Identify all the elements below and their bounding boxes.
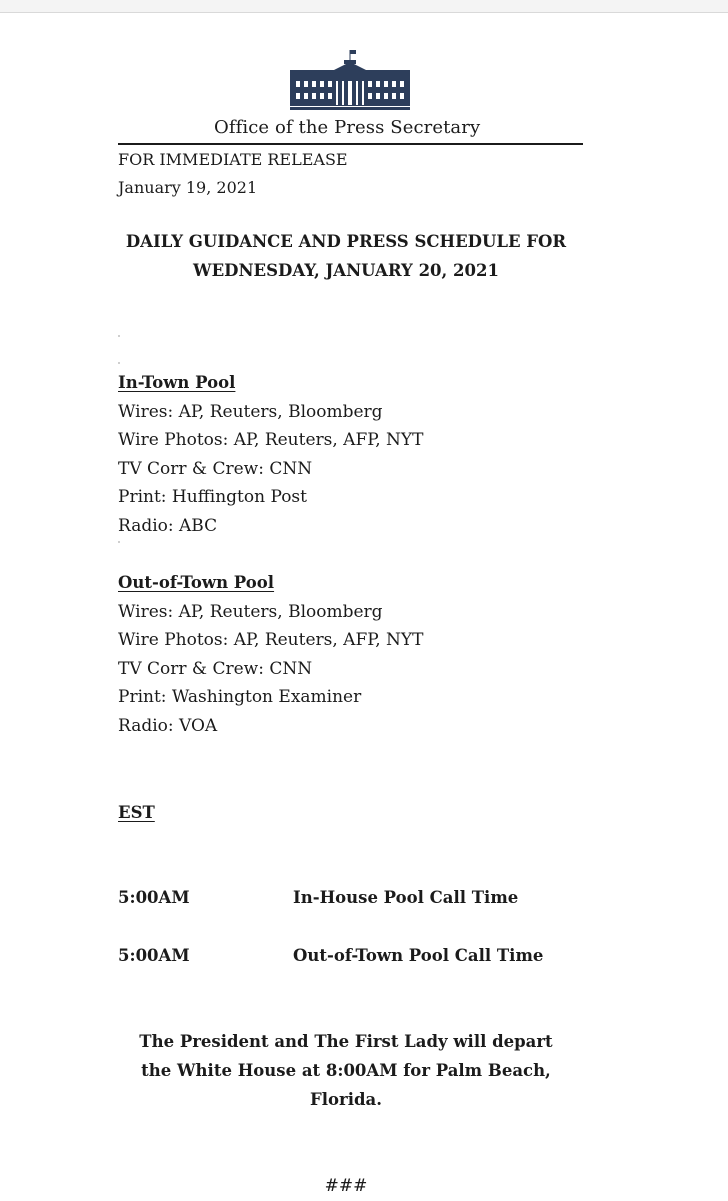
in-town-pool-item: Print: Huffington Post — [118, 487, 307, 507]
out-of-town-pool-heading: Out-of-Town Pool — [118, 573, 275, 592]
out-of-town-pool-item: Wires: AP, Reuters, Bloomberg — [118, 602, 383, 622]
announcement-line-1: The President and The First Lady will depart — [139, 1032, 553, 1051]
out-of-town-pool-item: Radio: VOA — [118, 716, 218, 736]
header-divider — [118, 143, 583, 145]
schedule-event: Out-of-Town Pool Call Time — [293, 946, 544, 965]
in-town-pool-item: Radio: ABC — [118, 516, 218, 536]
schedule-time: 5:00AM — [118, 946, 190, 965]
out-of-town-pool-item: Print: Washington Examiner — [118, 687, 362, 707]
title-line-2: WEDNESDAY, JANUARY 20, 2021 — [193, 261, 499, 280]
schedule-time: 5:00AM — [118, 888, 190, 907]
release-label: FOR IMMEDIATE RELEASE — [118, 150, 348, 169]
white-house-logo — [290, 48, 410, 112]
office-title: Office of the Press Secretary — [214, 117, 481, 138]
in-town-pool-item: TV Corr & Crew: CNN — [118, 459, 313, 479]
schedule-event: In-House Pool Call Time — [293, 888, 519, 907]
out-of-town-pool-item: Wire Photos: AP, Reuters, AFP, NYT — [118, 630, 424, 650]
scan-speck — [118, 541, 120, 543]
in-town-pool-item: Wires: AP, Reuters, Bloomberg — [118, 402, 383, 422]
in-town-pool-item: Wire Photos: AP, Reuters, AFP, NYT — [118, 430, 424, 450]
title-line-1: DAILY GUIDANCE AND PRESS SCHEDULE FOR — [125, 232, 567, 251]
announcement-line-3: Florida. — [310, 1090, 382, 1109]
release-date: January 19, 2021 — [118, 178, 258, 197]
top-bar — [0, 0, 728, 13]
scan-speck — [118, 362, 120, 364]
announcement-line-2: the White House at 8:00AM for Palm Beach, — [141, 1061, 551, 1080]
timezone-heading: EST — [118, 803, 155, 822]
end-mark: ### — [324, 1176, 368, 1196]
scan-speck — [118, 335, 120, 337]
in-town-pool-heading: In-Town Pool — [118, 373, 236, 392]
out-of-town-pool-item: TV Corr & Crew: CNN — [118, 659, 313, 679]
